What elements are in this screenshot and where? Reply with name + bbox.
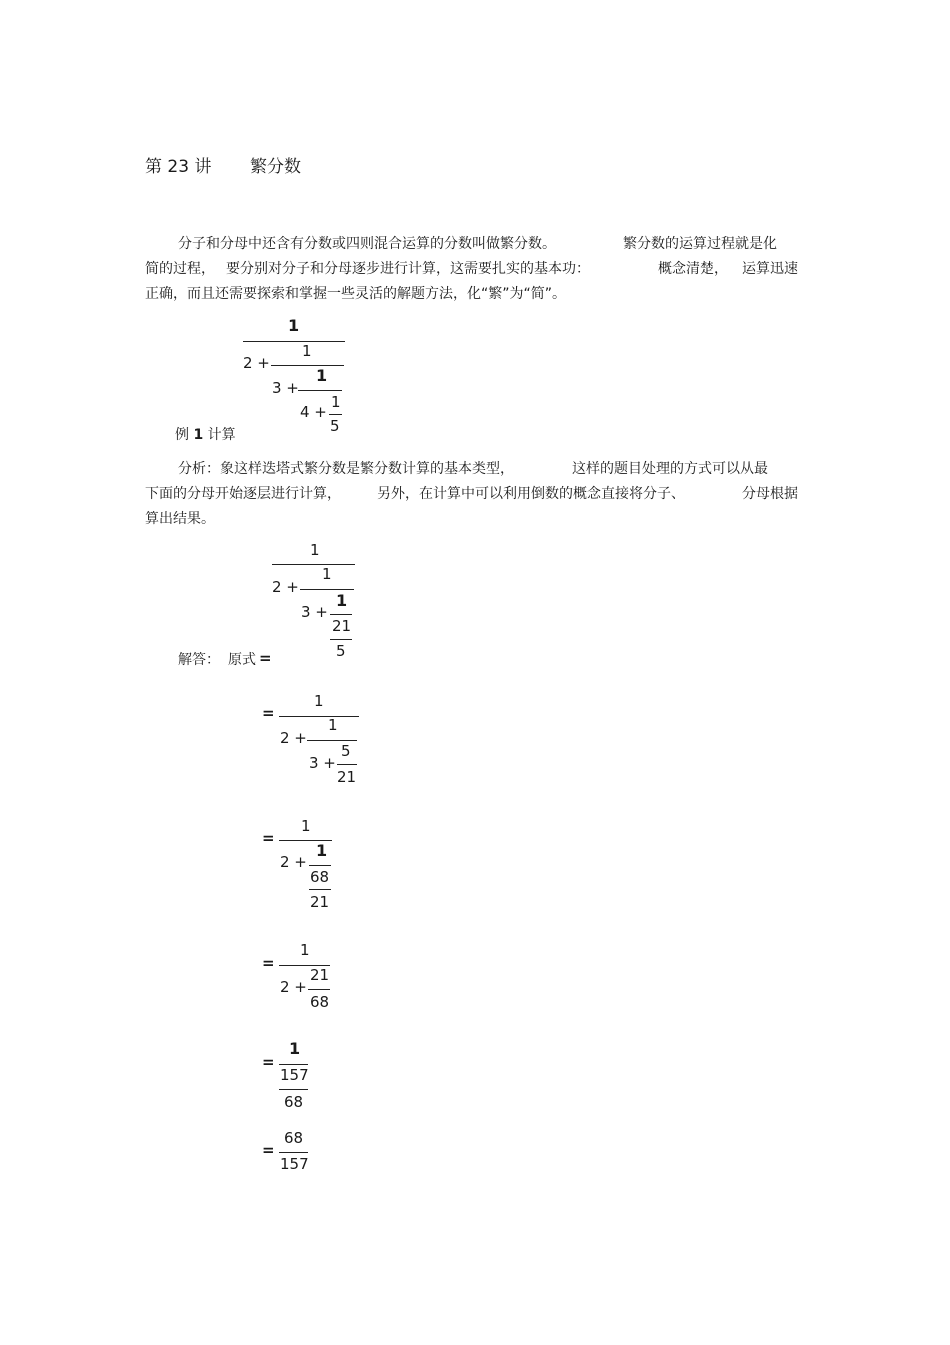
frac-bar [308,989,330,990]
page-title: 繁分数 [250,157,301,177]
frac-bar [330,639,352,640]
frac-bar [337,764,357,765]
frac-num: 1 [300,941,310,959]
example-suffix: 计算 [207,427,236,443]
frac-num: 1 [331,393,341,411]
frac-bar [300,589,354,590]
frac-num: 1 [328,716,338,734]
frac-den: 157 [280,1155,309,1173]
frac-den: 5 [336,642,346,660]
frac-num: 21 [332,617,352,635]
frac-num: 68 [284,1129,304,1147]
frac-term: 2 + [280,978,307,996]
frac-num: 1 [289,1039,301,1058]
equals-sign: = [262,954,275,972]
frac-bar [279,716,359,717]
frac-bar [279,1064,308,1065]
intro-line-2a: 简的过程， [145,261,215,277]
equals-sign: = [262,829,275,847]
frac-den: 21 [337,768,357,786]
frac-bar [279,1089,308,1090]
frac-num: 1 [288,316,300,335]
equals-sign: = [259,649,272,667]
frac-term: 4 + [300,403,327,421]
frac-term: 3 + [272,379,299,397]
analysis-line-2b: 另外，在计算中可以利用倒数的概念直接将分子、 [377,486,685,502]
yuanshi-label: 原式 [228,652,256,668]
analysis-line-1b: 这样的题目处理的方式可以从最 [572,461,768,477]
frac-bar [330,614,352,615]
equals-sign: = [262,1053,275,1071]
frac-term: 2 + [243,354,270,372]
frac-den: 68 [310,993,330,1011]
frac-term: 2 + [280,729,307,747]
equals-sign: = [262,1141,275,1159]
frac-bar [309,889,331,890]
analysis-line-1a: 分析：象这样迭塔式繁分数是繁分数计算的基本类型， [178,461,514,477]
analysis-line-2a: 下面的分母开始逐层进行计算， [145,486,341,502]
frac-num: 1 [302,342,312,360]
frac-bar [279,1152,308,1153]
analysis-line-2c: 分母根据 [742,486,798,502]
lecture-number: 第 23 讲 [145,157,212,177]
frac-num: 1 [314,692,324,710]
frac-num: 1 [316,366,328,385]
answer-label: 解答： [178,652,220,668]
frac-bar [271,365,344,366]
example-prefix: 例 [175,427,189,443]
frac-bar [309,865,331,866]
frac-num: 157 [280,1066,309,1084]
frac-num: 1 [316,841,328,860]
frac-term: 3 + [309,754,336,772]
analysis-line-3: 算出结果。 [145,511,215,527]
frac-bar [298,390,342,391]
frac-den: 21 [310,893,330,911]
frac-num: 68 [310,868,330,886]
frac-num: 1 [322,565,332,583]
frac-num: 21 [310,966,330,984]
intro-line-1b: 繁分数的运算过程就是化 [623,236,777,252]
equals-sign: = [262,704,275,722]
intro-line-1a: 分子和分母中还含有分数或四则混合运算的分数叫做繁分数。 [178,236,556,252]
frac-bar [329,414,342,415]
frac-num: 1 [301,817,311,835]
intro-line-3: 正确，而且还需要探索和掌握一些灵活的解题方法，化“繁”为“简”。 [145,286,567,302]
example-number: 1 [193,427,204,443]
frac-term: 2 + [280,853,307,871]
intro-line-2b: 要分别对分子和分母逐步进行计算，这需要扎实的基本功： [226,261,590,277]
intro-line-2c: 概念清楚， [658,261,728,277]
frac-num: 1 [310,541,320,559]
frac-term: 3 + [301,603,328,621]
frac-bar [243,341,345,342]
frac-den: 5 [330,417,340,435]
frac-num: 5 [341,742,351,760]
frac-den: 68 [284,1093,304,1111]
frac-bar [307,740,357,741]
intro-line-2d: 运算迅速 [742,261,798,277]
frac-num: 1 [336,591,348,610]
example-label [175,424,236,444]
frac-term: 2 + [272,578,299,596]
frac-bar [272,564,355,565]
